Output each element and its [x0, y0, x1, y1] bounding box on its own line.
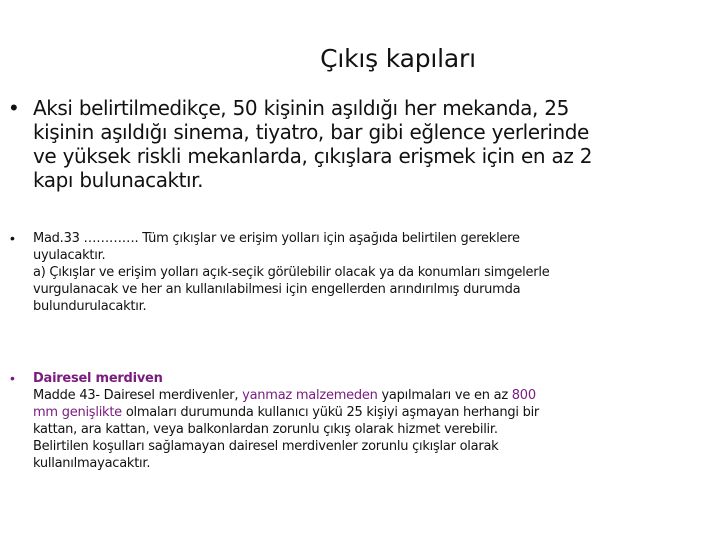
text-line: bulundurulacaktır.	[33, 299, 147, 314]
text-line	[33, 404, 693, 421]
text-segment: Madde 43- Dairesel merdivenler,	[33, 388, 243, 403]
text-segment: olmaları durumunda kullanıcı yükü 25 kişiyi aşmayan herhangi bir	[121, 405, 540, 420]
bullet-icon: •	[10, 230, 15, 246]
bullet-text	[33, 230, 703, 315]
highlight-text: 800	[511, 388, 536, 403]
text-line: a) Çıkışlar ve erişim yolları açık-seçik görülebilir olacak ya da konumları simgelerle	[33, 265, 550, 280]
highlight-text: yanmaz malzemeden	[242, 388, 378, 403]
text-line	[33, 387, 693, 404]
text-line: ve yüksek riskli mekanlarda, çıkışlara erişmek için en az 2	[33, 144, 593, 168]
text-line: kapı bulunacaktır.	[33, 168, 204, 192]
text-line: uyulacaktır.	[33, 248, 106, 263]
text-segment: yapılmaları ve en az	[377, 388, 512, 403]
slide-title: Çıkış kapıları	[320, 44, 476, 73]
highlight-text: mm genişlikte	[33, 405, 122, 420]
bullet-icon: •	[10, 370, 15, 386]
section-heading: Dairesel merdiven	[33, 371, 163, 386]
bullet-icon: •	[10, 95, 18, 120]
text-line: Mad.33 …………. Tüm çıkışlar ve erişim yolları için aşağıda belirtilen gereklere	[33, 231, 520, 246]
bullet-text	[33, 96, 720, 192]
text-line: vurgulanacak ve her an kullanılabilmesi için engellerden arındırılmış durumda	[33, 282, 521, 297]
text-line: kattan, ara kattan, veya balkonlardan zorunlu çıkış olarak hizmet verebilir.	[33, 422, 498, 437]
bullet-text	[33, 370, 693, 472]
text-line: Belirtilen koşulları sağlamayan dairesel merdivenler zorunlu çıkışlar olarak	[33, 439, 499, 454]
text-line: Aksi belirtilmedikçe, 50 kişinin aşıldığı her mekanda, 25	[33, 96, 569, 120]
text-line: kişinin aşıldığı sinema, tiyatro, bar gibi eğlence yerlerinde	[33, 120, 589, 144]
text-line: kullanılmayacaktır.	[33, 456, 151, 471]
